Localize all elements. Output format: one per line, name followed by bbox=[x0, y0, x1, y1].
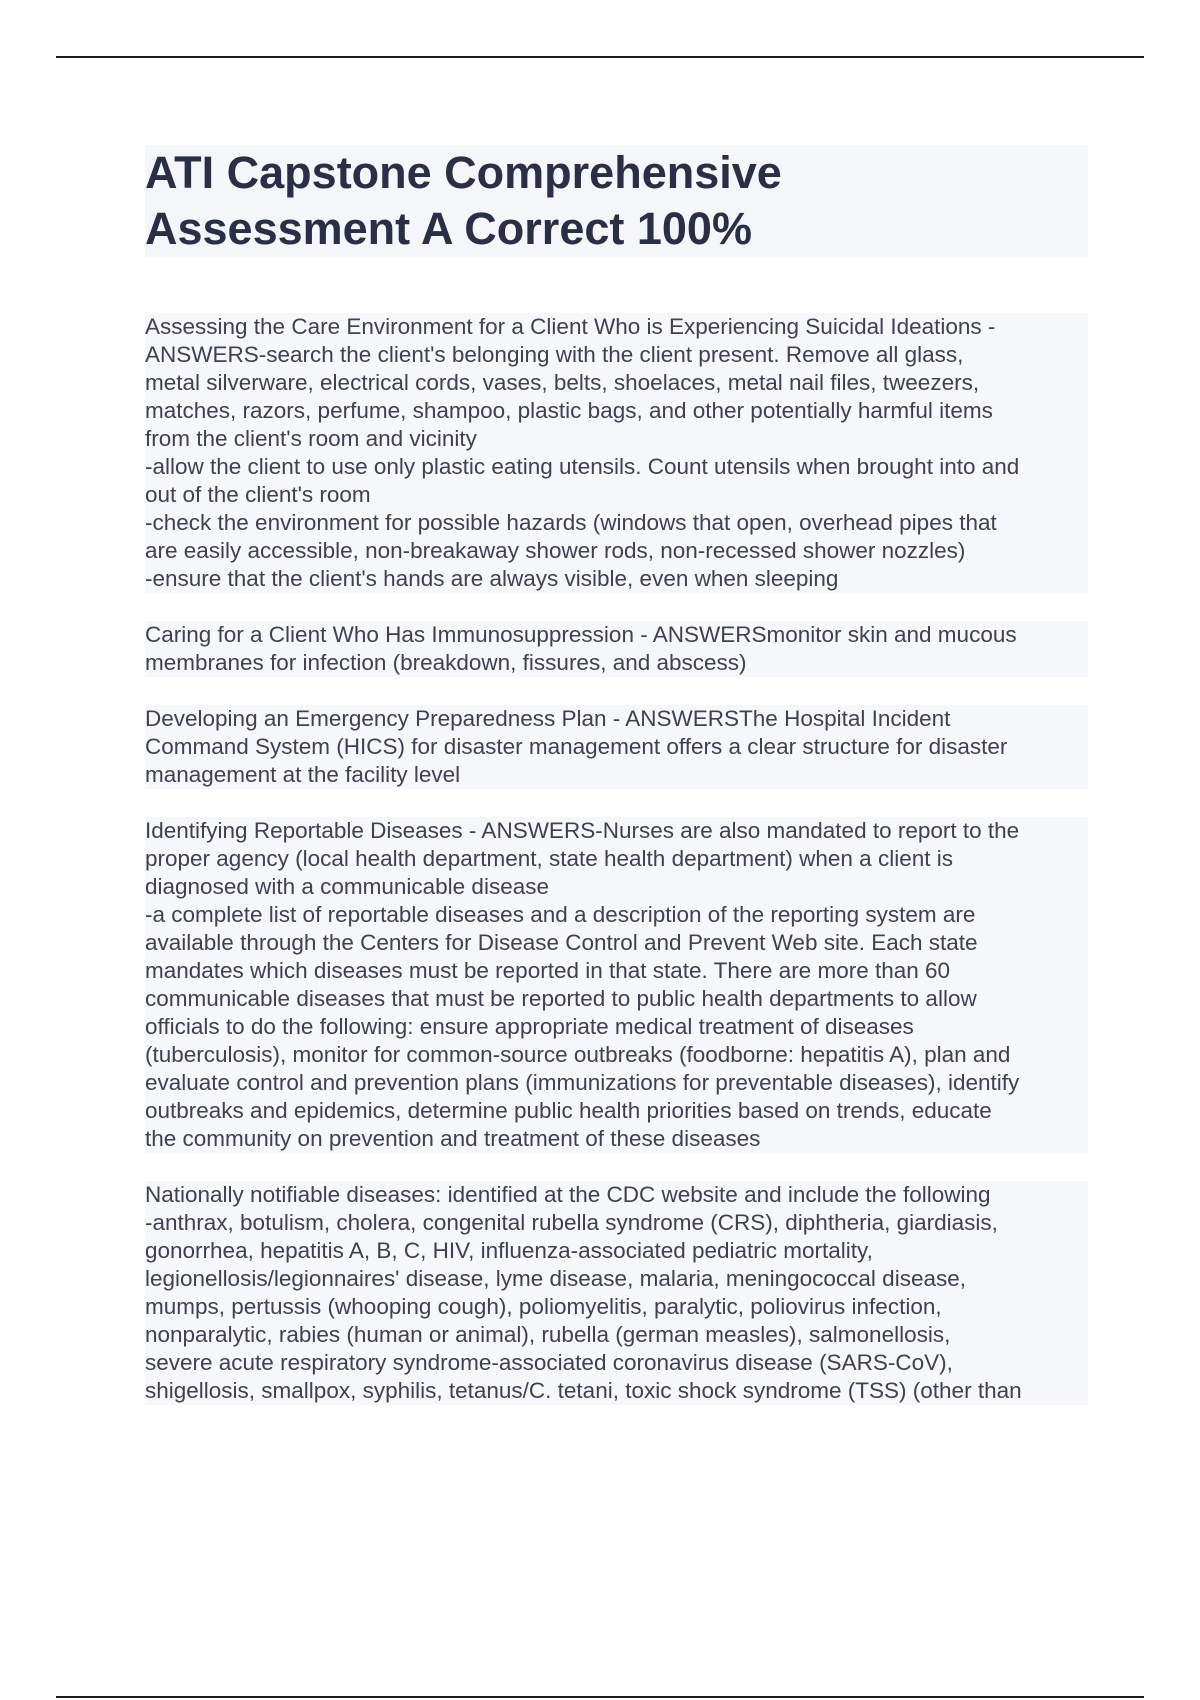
title-line: ATI Capstone Comprehensive bbox=[145, 147, 782, 198]
text-line: -check the environment for possible hazards (windows that open, overhead pipes that bbox=[145, 509, 1088, 537]
text-line: officials to do the following: ensure appropriate medical treatment of diseases bbox=[145, 1013, 1088, 1041]
text-line: legionellosis/legionnaires' disease, lyme disease, malaria, meningococcal disease, bbox=[145, 1265, 1088, 1293]
text-line: the community on prevention and treatment of these diseases bbox=[145, 1125, 1088, 1153]
text-line: nonparalytic, rabies (human or animal), rubella (german measles), salmonellosis, bbox=[145, 1321, 1088, 1349]
text-line: Assessing the Care Environment for a Client Who is Experiencing Suicidal Ideations - bbox=[145, 313, 1088, 341]
text-line: from the client's room and vicinity bbox=[145, 425, 1088, 453]
text-line: mumps, pertussis (whooping cough), poliomyelitis, paralytic, poliovirus infection, bbox=[145, 1293, 1088, 1321]
paragraph-reportable-diseases bbox=[145, 817, 1088, 1153]
text-line: membranes for infection (breakdown, fissures, and abscess) bbox=[145, 649, 1088, 677]
text-line: severe acute respiratory syndrome-associated coronavirus disease (SARS-CoV), bbox=[145, 1349, 1088, 1377]
title-block bbox=[145, 145, 1088, 257]
text-line: proper agency (local health department, state health department) when a client is bbox=[145, 845, 1088, 873]
text-line: available through the Centers for Disease Control and Prevent Web site. Each state bbox=[145, 929, 1088, 957]
text-line: shigellosis, smallpox, syphilis, tetanus/C. tetani, toxic shock syndrome (TSS) (other than bbox=[145, 1377, 1088, 1405]
text-line: management at the facility level bbox=[145, 761, 1088, 789]
text-line: gonorrhea, hepatitis A, B, C, HIV, influenza-associated pediatric mortality, bbox=[145, 1237, 1088, 1265]
text-line: -anthrax, botulism, cholera, congenital rubella syndrome (CRS), diphtheria, giardiasis, bbox=[145, 1209, 1088, 1237]
text-line: (tuberculosis), monitor for common-source outbreaks (foodborne: hepatitis A), plan and bbox=[145, 1041, 1088, 1069]
text-line: out of the client's room bbox=[145, 481, 1088, 509]
text-line: -a complete list of reportable diseases and a description of the reporting system are bbox=[145, 901, 1088, 929]
text-line: -allow the client to use only plastic eating utensils. Count utensils when brought into and bbox=[145, 453, 1088, 481]
text-line: Command System (HICS) for disaster management offers a clear structure for disaster bbox=[145, 733, 1088, 761]
paragraph-immunosuppression bbox=[145, 621, 1088, 677]
document-body bbox=[145, 313, 1088, 1405]
text-line: are easily accessible, non-breakaway shower rods, non-recessed shower nozzles) bbox=[145, 537, 1088, 565]
text-line: mandates which diseases must be reported in that state. There are more than 60 bbox=[145, 957, 1088, 985]
title-line: Assessment A Correct 100% bbox=[145, 203, 752, 254]
text-line: diagnosed with a communicable disease bbox=[145, 873, 1088, 901]
paragraph-emergency-preparedness bbox=[145, 705, 1088, 789]
text-line: Caring for a Client Who Has Immunosuppression - ANSWERSmonitor skin and mucous bbox=[145, 621, 1088, 649]
text-line: matches, razors, perfume, shampoo, plastic bags, and other potentially harmful items bbox=[145, 397, 1088, 425]
text-line: evaluate control and prevention plans (immunizations for preventable diseases), identify bbox=[145, 1069, 1088, 1097]
top-rule bbox=[56, 56, 1144, 58]
text-line: metal silverware, electrical cords, vases, belts, shoelaces, metal nail files, tweezers, bbox=[145, 369, 1088, 397]
text-line: -ensure that the client's hands are always visible, even when sleeping bbox=[145, 565, 1088, 593]
paragraph-suicidal-ideations bbox=[145, 313, 1088, 593]
document-title bbox=[145, 145, 1088, 257]
bottom-rule bbox=[56, 1696, 1144, 1698]
text-line: ANSWERS-search the client's belonging with the client present. Remove all glass, bbox=[145, 341, 1088, 369]
paragraph-notifiable-diseases bbox=[145, 1181, 1088, 1405]
text-line: Identifying Reportable Diseases - ANSWERS-Nurses are also mandated to report to the bbox=[145, 817, 1088, 845]
text-line: Developing an Emergency Preparedness Plan - ANSWERSThe Hospital Incident bbox=[145, 705, 1088, 733]
page-content bbox=[145, 145, 1088, 1433]
text-line: Nationally notifiable diseases: identified at the CDC website and include the following bbox=[145, 1181, 1088, 1209]
text-line: communicable diseases that must be reported to public health departments to allow bbox=[145, 985, 1088, 1013]
text-line: outbreaks and epidemics, determine public health priorities based on trends, educate bbox=[145, 1097, 1088, 1125]
